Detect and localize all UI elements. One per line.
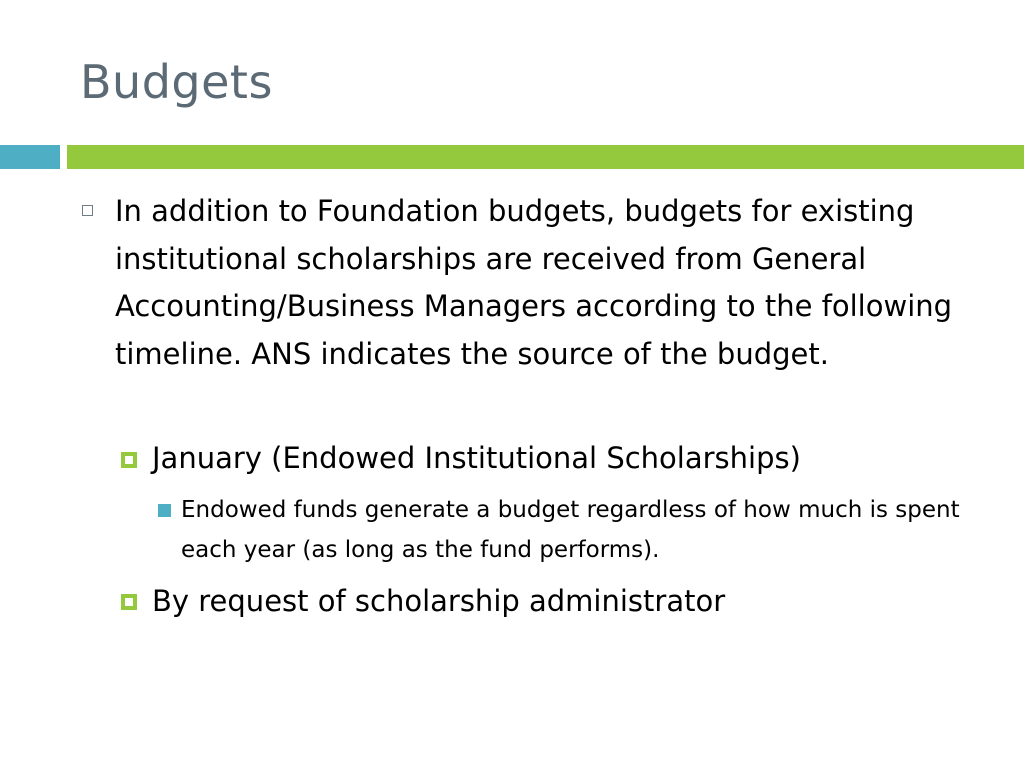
green-square-icon — [121, 594, 137, 610]
green-square-icon — [121, 452, 137, 468]
bullet-text-level1: In addition to Foundation budgets, budgets for existing institutional scholarships are received from General Accounting/Business Managers according to the following timeline. ANS indicates the source of the budget. — [115, 194, 953, 371]
title-divider-teal — [0, 145, 60, 169]
title-divider-green — [67, 145, 1024, 169]
bullet-text-endowed-funds: Endowed funds generate a budget regardless of how much is spent each year (as long as the fund performs). — [181, 497, 960, 563]
teal-square-icon — [158, 504, 171, 517]
slide-title: Budgets — [80, 55, 273, 109]
hollow-square-icon — [82, 205, 93, 216]
bullet-text-by-request: By request of scholarship administrator — [152, 584, 726, 618]
bullet-text-january: January (Endowed Institutional Scholarships) — [152, 441, 801, 475]
